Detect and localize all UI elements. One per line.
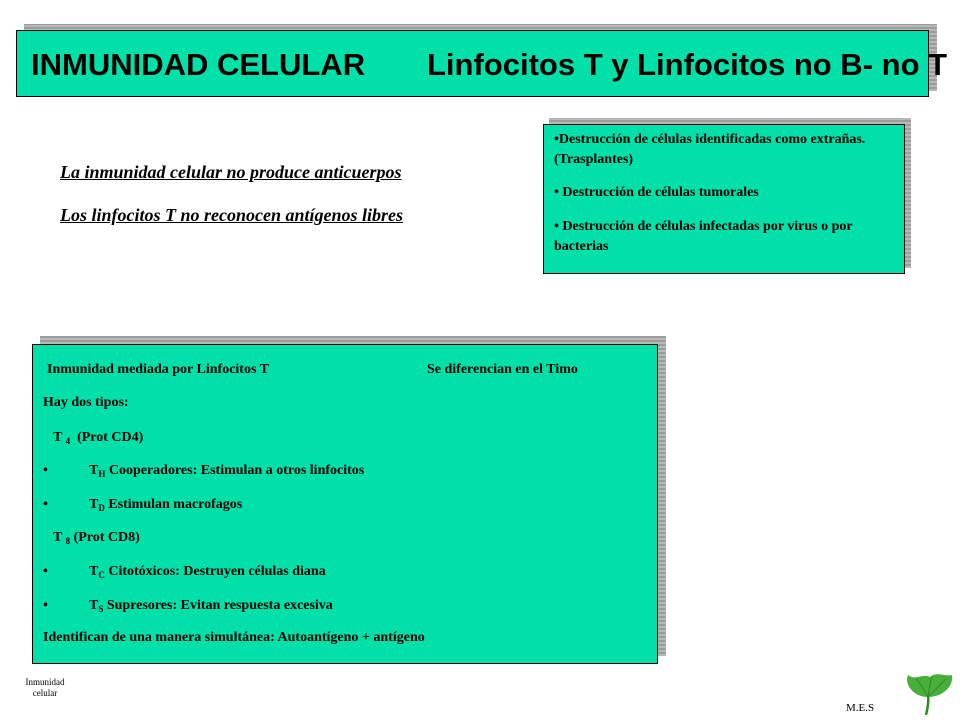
tcells-header-left: Inmunidad mediada por Linfocitos T <box>47 362 269 377</box>
bullet-icon: • <box>43 463 48 478</box>
t4-letter: T <box>53 430 63 445</box>
ts-sub: S <box>98 604 104 614</box>
t4-sub: 4 <box>65 436 71 446</box>
footer-left <box>20 677 70 699</box>
footer-left-line2: celular <box>32 688 58 698</box>
tcells-types-intro: Hay dos tipos: <box>43 395 129 410</box>
tcells-header-right: Se diferencian en el Timo <box>427 362 578 377</box>
function-item: •Destrucción de células identificadas como extrañas. (Trasplantes) <box>554 132 866 167</box>
intro-statement-2: Los linfocitos T no reconocen antígenos libres <box>60 205 404 225</box>
th-sub: H <box>98 469 106 479</box>
t4-row <box>53 429 143 450</box>
bullet-icon: • <box>43 497 48 512</box>
t8-letter: T <box>53 530 63 545</box>
td-text: Estimulan macrofagos <box>108 497 243 512</box>
tcells-footer: Identifican de una manera simultánea: Autoantígeno + antígeno <box>43 630 425 645</box>
title-main: INMUNIDAD CELULAR <box>31 47 366 82</box>
intro-statement-1: La inmunidad celular no produce anticuerpos <box>60 162 402 182</box>
t8-sub: 8 <box>65 536 71 546</box>
tc-sub: C <box>98 570 105 580</box>
ts-text: Supresores: Evitan respuesta excesiva <box>106 598 333 613</box>
th-text: Cooperadores: Estimulan a otros linfocitos <box>108 463 365 478</box>
td-letter: T <box>89 497 99 512</box>
ginkgo-leaf-icon <box>902 671 956 722</box>
bullet-icon: • <box>43 598 48 613</box>
t8-text: (Prot CD8) <box>73 530 140 545</box>
function-item: • Destrucción de células infectadas por virus o por bacterias <box>554 219 853 254</box>
function-item: • Destrucción de células tumorales <box>554 185 759 200</box>
title-sub: Linfocitos T y Linfocitos no B- no T <box>427 47 948 82</box>
td-sub: D <box>98 503 105 513</box>
title-box <box>16 30 948 97</box>
footer-left-line1: Inmunidad <box>25 677 65 687</box>
ts-letter: T <box>89 598 99 613</box>
tc-letter: T <box>89 564 99 579</box>
bullet-icon: • <box>43 564 48 579</box>
functions-box <box>543 124 905 274</box>
tc-text: Citotóxicos: Destruyen células diana <box>108 564 326 579</box>
t8-row <box>53 529 140 550</box>
th-letter: T <box>89 463 99 478</box>
t4-text: (Prot CD4) <box>77 430 144 445</box>
tcells-box <box>32 344 658 664</box>
footer-author: M.E.S <box>846 702 875 714</box>
